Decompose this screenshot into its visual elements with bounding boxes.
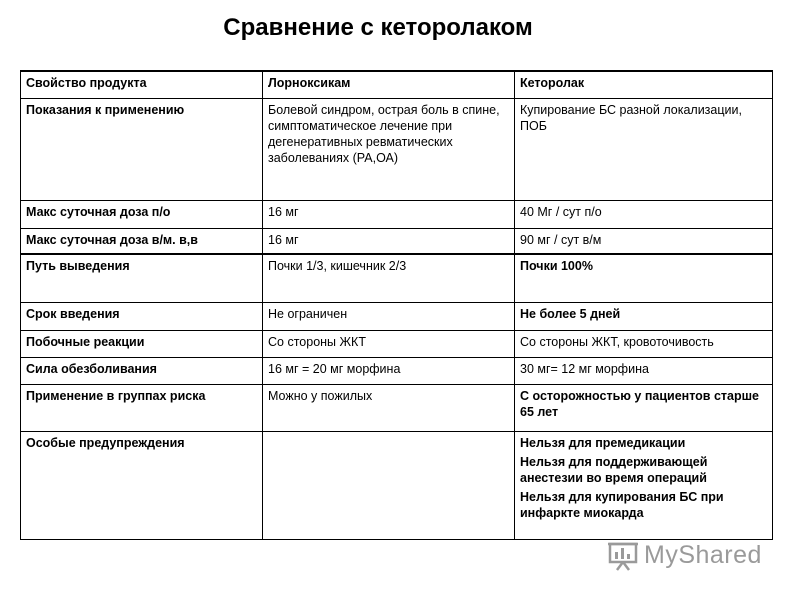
row-ketorolac: Со стороны ЖКТ, кровоточивость	[515, 330, 773, 357]
comparison-table	[20, 70, 773, 540]
row-lornoxicam: Со стороны ЖКТ	[263, 330, 515, 357]
table-row	[21, 330, 773, 357]
header-ketorolac: Кеторолак	[515, 71, 773, 98]
slide-title: Сравнение с кеторолаком	[223, 14, 533, 41]
warning-note: Нельзя для купирования БС при инфаркте миокарда	[520, 489, 724, 520]
table-row	[21, 431, 773, 539]
table-row	[21, 302, 773, 330]
presentation-board-icon	[606, 538, 640, 572]
row-property: Срок введения	[21, 302, 263, 330]
myshared-watermark	[606, 538, 766, 572]
warning-note: Нельзя для поддерживающей анестезии во время операций	[520, 454, 708, 485]
row-ketorolac: 90 мг / сут в/м	[515, 228, 773, 254]
warning-note: Нельзя для премедикации	[520, 435, 686, 450]
header-lornoxicam: Лорноксикам	[263, 71, 515, 98]
row-lornoxicam: 16 мг	[263, 228, 515, 254]
table-row	[21, 200, 773, 228]
table-row	[21, 254, 773, 302]
row-property: Макс суточная доза в/м. в,в	[21, 228, 263, 254]
row-ketorolac-notes	[515, 431, 773, 539]
header-property: Свойство продукта	[21, 71, 263, 98]
row-lornoxicam	[263, 431, 515, 539]
row-property: Путь выведения	[21, 254, 263, 302]
row-lornoxicam: Болевой синдром, острая боль в спине, симптоматическое лечение при дегенеративных ревматических заболеваниях (РА,ОА)	[263, 98, 515, 200]
row-lornoxicam: 16 мг = 20 мг морфина	[263, 357, 515, 384]
row-property: Применение в группах риска	[21, 384, 263, 431]
table-row	[21, 98, 773, 200]
table-row	[21, 357, 773, 384]
row-property: Показания к применению	[21, 98, 263, 200]
row-ketorolac: С осторожностью у пациентов старше 65 лет	[515, 384, 773, 431]
row-lornoxicam: Не ограничен	[263, 302, 515, 330]
row-ketorolac: Почки 100%	[515, 254, 773, 302]
table-row	[21, 384, 773, 431]
row-ketorolac: Не более 5 дней	[515, 302, 773, 330]
row-lornoxicam: 16 мг	[263, 200, 515, 228]
row-lornoxicam: Можно у пожилых	[263, 384, 515, 431]
row-property: Побочные реакции	[21, 330, 263, 357]
table-row	[21, 228, 773, 254]
row-property: Особые предупреждения	[21, 431, 263, 539]
watermark-text: MyShared	[644, 540, 762, 569]
row-ketorolac: 40 Мг / сут п/о	[515, 200, 773, 228]
row-lornoxicam: Почки 1/3, кишечник 2/3	[263, 254, 515, 302]
table-header-row	[21, 71, 773, 98]
row-property: Сила обезболивания	[21, 357, 263, 384]
row-ketorolac: Купирование БС разной локализации, ПОБ	[515, 98, 773, 200]
row-property: Макс суточная доза п/о	[21, 200, 263, 228]
row-ketorolac: 30 мг= 12 мг морфина	[515, 357, 773, 384]
